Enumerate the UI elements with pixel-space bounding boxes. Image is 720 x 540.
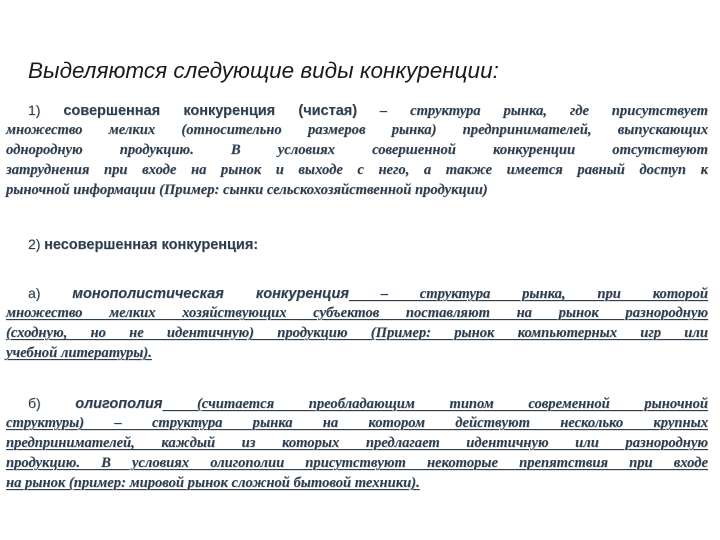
item-number: б) (28, 395, 41, 411)
heading-imperfect-competition (28, 234, 708, 255)
paragraph-line: на рынок (пример: мировой рынок сложной бытовой техники). (6, 475, 420, 491)
term-monopolistic-competition: монополистическая конкуренция (72, 286, 349, 302)
paragraph-oligopoly (6, 393, 708, 493)
slide-title: Выделяются следующие виды конкуренции: (28, 58, 499, 83)
paragraph-line (6, 393, 708, 413)
item-number: 2) (28, 236, 41, 252)
paragraph-line (6, 283, 708, 303)
paragraph-line: предпринимателей, каждый из которых предлагает идентичную или разнородную (6, 435, 708, 451)
paragraph-line: множество мелких (относительно размеров рынка) предпринимателей, выпускающих (6, 122, 708, 138)
term-oligopoly: олигополия (75, 396, 163, 412)
term-imperfect-competition: несовершенная конкуренция: (44, 237, 259, 253)
paragraph-text: (считается преобладающим типом современной рыночной (162, 396, 708, 412)
paragraph-line: (сходную, но не идентичную) продукцию (Пример: рынок компьютерных игр или (6, 325, 708, 341)
paragraph-line: рыночной информации (Пример: сынки сельскохозяйственной продукции) (6, 182, 488, 198)
term-perfect-competition: совершенная конкуренция (чистая) (63, 103, 358, 119)
paragraph-line: продукцию. В условиях олигополии присутствуют некоторые препятствия при входе (6, 455, 708, 471)
paragraph-line (6, 100, 708, 120)
paragraph-line: структуры) – структура рынка на котором действуют несколько крупных (6, 415, 708, 431)
paragraph-text: – структура рынка, где присутствует (357, 103, 708, 119)
paragraph-perfect-competition (6, 100, 708, 200)
item-number: 1) (28, 102, 41, 118)
paragraph-line: затруднения при входе на рынок и выходе с него, а также имеется равный доступ к (6, 162, 708, 178)
paragraph-monopolistic-competition (6, 283, 708, 363)
paragraph-text: – структура рынка, при которой (348, 286, 708, 302)
paragraph-line: однородную продукцию. В условиях совершенной конкуренции отсутствуют (6, 142, 708, 158)
item-number: а) (28, 285, 41, 301)
paragraph-line: множество мелких хозяйствующих субъектов поставляют на рынок разнородную (6, 305, 708, 321)
paragraph-line: учебной литературы). (6, 345, 152, 361)
